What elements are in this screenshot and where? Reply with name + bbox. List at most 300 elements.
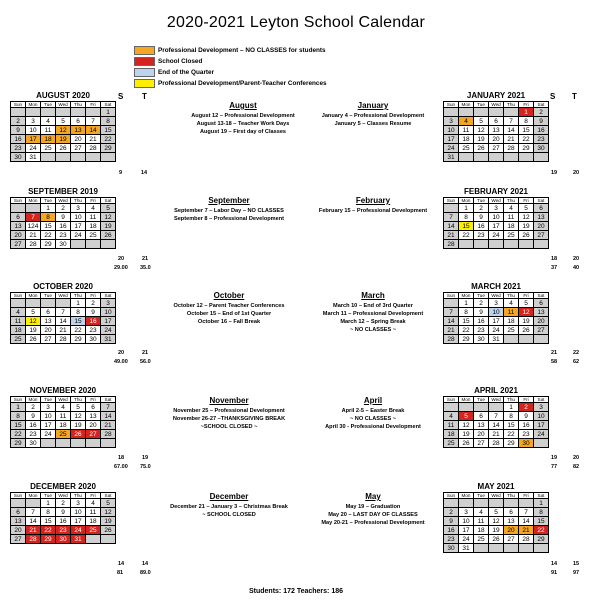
month-title: SEPTEMBER 2019 bbox=[28, 187, 98, 196]
day-cell: 17 bbox=[71, 222, 86, 231]
day-cell: 5 bbox=[519, 299, 534, 308]
day-cell: 8 bbox=[534, 508, 549, 517]
weekday-header: Fri bbox=[519, 198, 534, 204]
day-cell: 6 bbox=[11, 508, 26, 517]
weekday-header: Fri bbox=[86, 293, 101, 299]
day-cell bbox=[519, 240, 534, 249]
weekday-header: Sun bbox=[444, 198, 459, 204]
month-august-2020 bbox=[10, 91, 116, 162]
day-cell: 17 bbox=[534, 421, 549, 430]
event-line: ~ NO CLASSES ~ bbox=[349, 416, 396, 422]
may-s-total: 91 bbox=[551, 570, 558, 576]
day-cell bbox=[26, 499, 41, 508]
weekday-header: Wed bbox=[56, 293, 71, 299]
event-line: May 20-21 – Professional Development bbox=[321, 520, 425, 526]
week-row bbox=[11, 117, 116, 126]
oct-t-total: 56.0 bbox=[140, 359, 151, 365]
day-cell: 17 bbox=[459, 526, 474, 535]
day-cell: 31 bbox=[71, 535, 86, 544]
event-line: November 26-27 –THANKSGIVING BREAK bbox=[172, 416, 286, 422]
weekday-header: Sat bbox=[534, 293, 549, 299]
day-cell: 16 bbox=[534, 126, 549, 135]
day-cell bbox=[504, 153, 519, 162]
month-title: OCTOBER 2020 bbox=[33, 282, 93, 291]
day-cell bbox=[11, 204, 26, 213]
day-cell: 11 bbox=[444, 421, 459, 430]
week-row bbox=[444, 421, 549, 430]
day-cell: 11 bbox=[459, 126, 474, 135]
sep-s-count: 20 bbox=[118, 256, 125, 262]
day-cell: 3 bbox=[489, 204, 504, 213]
day-cell: 13 bbox=[489, 126, 504, 135]
day-cell: 22 bbox=[459, 231, 474, 240]
day-cell: 30 bbox=[56, 240, 71, 249]
day-cell: 16 bbox=[56, 517, 71, 526]
apr-t-count: 20 bbox=[573, 455, 580, 461]
day-cell: 14 bbox=[444, 317, 459, 326]
week-row bbox=[11, 421, 116, 430]
weekday-header: Fri bbox=[519, 293, 534, 299]
day-cell: 16 bbox=[519, 421, 534, 430]
day-cell: 31 bbox=[444, 153, 459, 162]
day-cell: 1 bbox=[41, 204, 56, 213]
aug-t-count: 14 bbox=[141, 170, 148, 176]
month-title: APRIL 2021 bbox=[474, 386, 518, 395]
oct-s-total: 49.00 bbox=[114, 359, 128, 365]
day-cell: 30 bbox=[474, 335, 489, 344]
event-month-title: March bbox=[361, 291, 385, 300]
day-cell bbox=[534, 335, 549, 344]
weekday-header: Mon bbox=[459, 102, 474, 108]
day-cell: 20 bbox=[474, 430, 489, 439]
day-cell: 21 bbox=[444, 231, 459, 240]
day-cell: 12 bbox=[71, 412, 86, 421]
day-cell: 29 bbox=[41, 535, 56, 544]
day-cell: 13 bbox=[504, 517, 519, 526]
day-cell bbox=[504, 499, 519, 508]
day-cell: 19 bbox=[519, 222, 534, 231]
event-line: ~ SCHOOL CLOSED bbox=[202, 512, 256, 518]
day-cell: 14 bbox=[101, 412, 116, 421]
day-cell: 19 bbox=[101, 222, 116, 231]
day-cell: 18 bbox=[504, 317, 519, 326]
day-cell: 12 bbox=[101, 213, 116, 222]
feb-s-total: 37 bbox=[551, 265, 558, 271]
legend-label: End of the Quarter bbox=[158, 68, 215, 76]
week-row bbox=[11, 299, 116, 308]
weekday-header: Wed bbox=[56, 198, 71, 204]
day-cell: 21 bbox=[489, 430, 504, 439]
weekday-header: Mon bbox=[459, 397, 474, 403]
day-cell: 9 bbox=[474, 213, 489, 222]
weekday-header: Sat bbox=[101, 397, 116, 403]
day-cell: 2 bbox=[26, 403, 41, 412]
week-row bbox=[11, 508, 116, 517]
weekday-header: Wed bbox=[489, 293, 504, 299]
day-cell: 15 bbox=[41, 222, 56, 231]
weekday-header: Sat bbox=[101, 293, 116, 299]
mar-s-count: 21 bbox=[551, 350, 558, 356]
event-month-title: November bbox=[209, 396, 249, 405]
day-cell: 10 bbox=[41, 412, 56, 421]
day-cell bbox=[56, 108, 71, 117]
day-cell: 6 bbox=[534, 299, 549, 308]
day-cell: 3 bbox=[41, 403, 56, 412]
month-title: DECEMBER 2020 bbox=[30, 482, 96, 491]
sep-t-count: 21 bbox=[142, 256, 149, 262]
day-cell bbox=[26, 299, 41, 308]
day-cell: 3 bbox=[459, 508, 474, 517]
day-cell bbox=[489, 499, 504, 508]
day-cell: 20 bbox=[534, 222, 549, 231]
week-row bbox=[444, 135, 549, 144]
day-cell: 25 bbox=[86, 231, 101, 240]
weekday-header: Tue bbox=[41, 397, 56, 403]
month-grid bbox=[443, 396, 549, 448]
week-row bbox=[11, 108, 116, 117]
day-cell: 20 bbox=[504, 526, 519, 535]
day-cell: 16 bbox=[474, 222, 489, 231]
day-cell: 4 bbox=[86, 499, 101, 508]
day-cell: 25 bbox=[459, 144, 474, 153]
week-row bbox=[444, 326, 549, 335]
events-march bbox=[288, 291, 458, 334]
day-cell: 24 bbox=[534, 430, 549, 439]
day-cell bbox=[459, 108, 474, 117]
week-row bbox=[444, 204, 549, 213]
day-cell: 14 bbox=[504, 126, 519, 135]
weekday-header: Sat bbox=[101, 198, 116, 204]
event-line: ~ NO CLASSES ~ bbox=[349, 327, 396, 333]
week-row bbox=[11, 153, 116, 162]
weekday-header: Sun bbox=[444, 493, 459, 499]
day-cell: 25 bbox=[11, 335, 26, 344]
day-cell: 18 bbox=[11, 326, 26, 335]
may-t-count: 15 bbox=[573, 561, 580, 567]
day-cell bbox=[504, 335, 519, 344]
month-march-2021 bbox=[443, 282, 549, 344]
events-january bbox=[288, 101, 458, 128]
oct-s-count: 20 bbox=[118, 350, 125, 356]
event-line: October 16 – Fall Break bbox=[197, 319, 261, 325]
day-cell: 7 bbox=[101, 403, 116, 412]
sep-t-total: 35.0 bbox=[140, 265, 151, 271]
day-cell: 26 bbox=[71, 430, 86, 439]
day-cell: 5 bbox=[474, 117, 489, 126]
day-cell: 23 bbox=[26, 430, 41, 439]
day-cell bbox=[41, 439, 56, 448]
day-cell: 8 bbox=[11, 412, 26, 421]
day-cell: 5 bbox=[489, 508, 504, 517]
legend-label: School Closed bbox=[158, 57, 203, 65]
day-cell bbox=[474, 240, 489, 249]
day-cell: 16 bbox=[86, 317, 101, 326]
weekday-header: Sun bbox=[11, 493, 26, 499]
week-row bbox=[444, 499, 549, 508]
day-cell: 1 bbox=[519, 108, 534, 117]
oct-t-count: 21 bbox=[142, 350, 149, 356]
day-cell: 2 bbox=[519, 403, 534, 412]
day-cell: 28 bbox=[26, 240, 41, 249]
month-february-2021 bbox=[443, 187, 549, 249]
day-cell: 26 bbox=[56, 144, 71, 153]
day-cell: 29 bbox=[534, 535, 549, 544]
week-row bbox=[444, 308, 549, 317]
may-t-total: 97 bbox=[573, 570, 580, 576]
nov-s-count: 18 bbox=[118, 455, 125, 461]
week-row bbox=[444, 430, 549, 439]
day-cell bbox=[519, 499, 534, 508]
day-cell: 15 bbox=[534, 517, 549, 526]
day-cell: 2 bbox=[474, 299, 489, 308]
weekday-header: Sat bbox=[101, 102, 116, 108]
page-title: 2020-2021 Leyton School Calendar bbox=[166, 14, 426, 31]
day-cell: 1 bbox=[459, 204, 474, 213]
day-cell: 13 bbox=[71, 126, 86, 135]
day-cell: 17 bbox=[41, 421, 56, 430]
day-cell: 11 bbox=[86, 213, 101, 222]
event-month-title: September bbox=[208, 196, 250, 205]
day-cell: 30 bbox=[86, 335, 101, 344]
day-cell: 15 bbox=[459, 317, 474, 326]
day-cell bbox=[101, 240, 116, 249]
legend-label: Professional Development – NO CLASSES for students bbox=[158, 46, 326, 54]
day-cell: 4 bbox=[41, 117, 56, 126]
event-line: January 5 – Classes Resume bbox=[334, 121, 412, 127]
event-month-title: January bbox=[357, 101, 389, 110]
day-cell bbox=[26, 108, 41, 117]
day-cell: 25 bbox=[504, 326, 519, 335]
day-cell: 10 bbox=[489, 308, 504, 317]
event-line: April 2-5 – Easter Break bbox=[341, 408, 405, 414]
dec-t-count: 14 bbox=[142, 561, 149, 567]
day-cell: 24 bbox=[489, 231, 504, 240]
day-cell: 2 bbox=[86, 299, 101, 308]
event-line: May 19 – Graduation bbox=[345, 504, 401, 510]
day-cell: 14 bbox=[444, 222, 459, 231]
day-cell: 5 bbox=[56, 117, 71, 126]
day-cell bbox=[41, 299, 56, 308]
day-cell bbox=[489, 544, 504, 553]
weekday-header: Tue bbox=[41, 198, 56, 204]
day-cell bbox=[86, 439, 101, 448]
day-cell: 3 bbox=[489, 299, 504, 308]
weekday-header: Sat bbox=[534, 102, 549, 108]
day-cell: 124 bbox=[26, 222, 41, 231]
day-cell: 13 bbox=[11, 222, 26, 231]
day-cell: 31 bbox=[101, 335, 116, 344]
day-cell: 30 bbox=[26, 439, 41, 448]
week-row bbox=[11, 204, 116, 213]
day-cell: 19 bbox=[474, 135, 489, 144]
day-cell: 13 bbox=[41, 317, 56, 326]
day-cell: 23 bbox=[474, 326, 489, 335]
weekday-header: Wed bbox=[489, 198, 504, 204]
day-cell bbox=[534, 544, 549, 553]
day-cell: 1 bbox=[534, 499, 549, 508]
event-month-title: December bbox=[209, 492, 249, 501]
day-cell: 10 bbox=[26, 126, 41, 135]
weekday-header: Tue bbox=[41, 102, 56, 108]
weekday-header: Tue bbox=[474, 493, 489, 499]
day-cell bbox=[71, 240, 86, 249]
day-cell: 30 bbox=[519, 439, 534, 448]
weekday-header: Mon bbox=[26, 493, 41, 499]
day-cell: 1 bbox=[41, 499, 56, 508]
day-cell bbox=[534, 240, 549, 249]
day-cell: 28 bbox=[101, 430, 116, 439]
day-cell: 21 bbox=[56, 326, 71, 335]
day-cell bbox=[71, 439, 86, 448]
nov-s-total: 67.00 bbox=[114, 464, 128, 470]
day-cell: 20 bbox=[41, 326, 56, 335]
week-row bbox=[11, 412, 116, 421]
day-cell: 8 bbox=[41, 508, 56, 517]
event-line: December 21 – January 3 – Christmas Break bbox=[170, 504, 288, 510]
weekday-header: Sat bbox=[534, 198, 549, 204]
weekday-header: Thu bbox=[504, 493, 519, 499]
day-cell: 23 bbox=[56, 231, 71, 240]
legend-swatch bbox=[134, 68, 155, 77]
event-line: March 12 – Spring Break bbox=[340, 319, 406, 325]
weekday-header: Thu bbox=[71, 102, 86, 108]
week-row bbox=[444, 526, 549, 535]
weekday-header: Sun bbox=[11, 293, 26, 299]
day-cell: 17 bbox=[444, 135, 459, 144]
day-cell: 22 bbox=[41, 526, 56, 535]
day-cell: 8 bbox=[71, 308, 86, 317]
day-cell: 1 bbox=[459, 299, 474, 308]
day-cell: 28 bbox=[519, 535, 534, 544]
day-cell: 18 bbox=[444, 430, 459, 439]
week-row bbox=[11, 526, 116, 535]
day-cell bbox=[489, 403, 504, 412]
day-cell: 26 bbox=[101, 526, 116, 535]
week-row bbox=[444, 126, 549, 135]
day-cell: 9 bbox=[86, 308, 101, 317]
feb-t-count: 20 bbox=[573, 256, 580, 262]
event-line: September 8 – Professional Development bbox=[173, 216, 285, 222]
day-cell: 8 bbox=[41, 213, 56, 222]
day-cell: 27 bbox=[534, 326, 549, 335]
day-cell bbox=[474, 403, 489, 412]
day-cell: 28 bbox=[56, 335, 71, 344]
day-cell: 11 bbox=[56, 412, 71, 421]
week-row bbox=[11, 231, 116, 240]
day-cell bbox=[11, 108, 26, 117]
day-cell bbox=[11, 499, 26, 508]
day-cell: 13 bbox=[11, 517, 26, 526]
day-cell: 12 bbox=[26, 317, 41, 326]
week-row bbox=[444, 222, 549, 231]
apr-s-total: 77 bbox=[551, 464, 558, 470]
day-cell: 29 bbox=[41, 240, 56, 249]
day-cell: 19 bbox=[489, 526, 504, 535]
day-cell: 8 bbox=[504, 412, 519, 421]
month-grid bbox=[10, 197, 116, 249]
dec-s-total: 81 bbox=[117, 570, 124, 576]
day-cell: 27 bbox=[504, 535, 519, 544]
event-line: March 10 – End of 3rd Quarter bbox=[333, 303, 413, 309]
day-cell: 15 bbox=[11, 421, 26, 430]
day-cell: 4 bbox=[444, 412, 459, 421]
weekday-header: Tue bbox=[474, 397, 489, 403]
day-cell: 24 bbox=[459, 535, 474, 544]
legend-item bbox=[134, 67, 327, 77]
day-cell bbox=[41, 108, 56, 117]
day-cell bbox=[56, 299, 71, 308]
day-cell bbox=[504, 240, 519, 249]
day-cell: 28 bbox=[444, 240, 459, 249]
month-grid bbox=[443, 101, 549, 162]
weekday-header: Thu bbox=[71, 397, 86, 403]
day-cell bbox=[71, 108, 86, 117]
day-cell bbox=[489, 153, 504, 162]
day-cell: 16 bbox=[11, 135, 26, 144]
day-cell: 17 bbox=[26, 135, 41, 144]
day-cell: 18 bbox=[459, 135, 474, 144]
event-line: April 30 - Professional Development bbox=[325, 424, 421, 430]
weekday-header: Sat bbox=[101, 493, 116, 499]
month-grid bbox=[10, 292, 116, 344]
weekday-header: Wed bbox=[56, 397, 71, 403]
legend-swatch bbox=[134, 46, 155, 55]
day-cell: 2 bbox=[474, 204, 489, 213]
day-cell: 12 bbox=[474, 126, 489, 135]
day-cell: 27 bbox=[534, 231, 549, 240]
weekday-header: Fri bbox=[86, 198, 101, 204]
week-row bbox=[11, 326, 116, 335]
events-february bbox=[288, 196, 458, 215]
weekday-header: Wed bbox=[489, 102, 504, 108]
weekday-header: Fri bbox=[519, 102, 534, 108]
event-line: May 20 – LAST DAY OF CLASSES bbox=[328, 512, 418, 518]
weekday-header: Thu bbox=[71, 293, 86, 299]
day-cell: 25 bbox=[41, 144, 56, 153]
mar-t-count: 22 bbox=[573, 350, 580, 356]
day-cell: 9 bbox=[56, 213, 71, 222]
week-row bbox=[444, 213, 549, 222]
day-cell: 21 bbox=[519, 526, 534, 535]
day-cell: 3 bbox=[71, 499, 86, 508]
weekday-header: Thu bbox=[504, 102, 519, 108]
day-cell: 29 bbox=[459, 335, 474, 344]
day-cell: 28 bbox=[86, 144, 101, 153]
event-line: August 19 – First day of Classes bbox=[199, 129, 287, 135]
day-cell: 25 bbox=[504, 231, 519, 240]
day-cell: 5 bbox=[26, 308, 41, 317]
legend-swatch bbox=[134, 79, 155, 88]
day-cell bbox=[101, 439, 116, 448]
month-grid bbox=[443, 292, 549, 344]
week-row bbox=[11, 213, 116, 222]
day-cell: 20 bbox=[11, 231, 26, 240]
day-cell: 21 bbox=[26, 526, 41, 535]
day-cell: 4 bbox=[86, 204, 101, 213]
events-april bbox=[288, 396, 458, 431]
weekday-header: Thu bbox=[504, 397, 519, 403]
s-header-right: S bbox=[550, 92, 556, 101]
day-cell: 7 bbox=[444, 213, 459, 222]
weekday-header: Tue bbox=[474, 102, 489, 108]
t-header-right: T bbox=[572, 92, 577, 101]
day-cell: 15 bbox=[101, 126, 116, 135]
day-cell bbox=[474, 499, 489, 508]
day-cell: 23 bbox=[86, 326, 101, 335]
day-cell: 4 bbox=[11, 308, 26, 317]
day-cell bbox=[101, 153, 116, 162]
day-cell: 22 bbox=[534, 526, 549, 535]
